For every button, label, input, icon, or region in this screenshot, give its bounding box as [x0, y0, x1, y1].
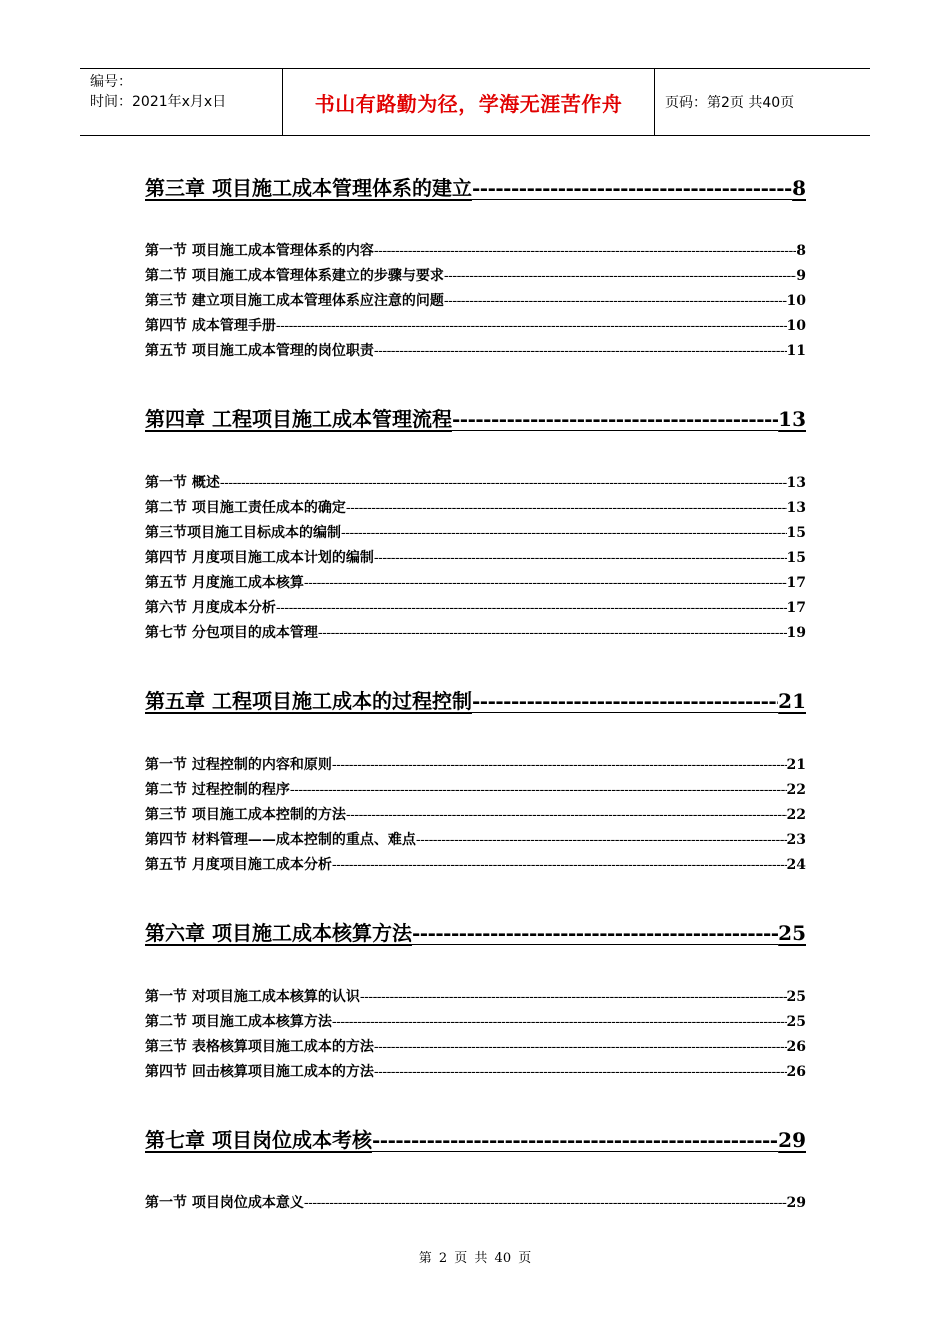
toc-entry-title: 第一节 项目施工成本管理体系的内容: [145, 243, 374, 259]
toc-leader-dashes: [372, 1128, 778, 1152]
toc-entry-page: 10: [786, 318, 806, 334]
toc-section-entry[interactable]: [145, 472, 806, 492]
toc-leader-dashes: [341, 525, 787, 541]
toc-entry-title: 第一节 对项目施工成本核算的认识: [145, 989, 360, 1005]
toc-entry-page: 10: [786, 293, 806, 309]
toc-leader-dashes: [472, 176, 792, 200]
toc-entry-title: 第五节 项目施工成本管理的岗位职责: [145, 343, 374, 359]
toc-chapter-entry[interactable]: [145, 685, 806, 714]
header-motto-cell: [282, 69, 655, 135]
toc-leader-dashes: [220, 475, 787, 491]
toc-entry-title: 第三节 项目施工成本控制的方法: [145, 807, 346, 823]
toc-section-entry[interactable]: [145, 1011, 806, 1031]
toc-entry-title: 第六章 项目施工成本核算方法: [145, 921, 412, 945]
toc-entry-title: 第一节 过程控制的内容和原则: [145, 757, 332, 773]
toc-leader-dashes: [444, 293, 787, 309]
toc-entry-title: 第七章 项目岗位成本考核: [145, 1128, 372, 1152]
toc-leader-dashes: [416, 832, 787, 848]
toc-section-entry[interactable]: [145, 622, 806, 642]
toc-section-entry[interactable]: [145, 572, 806, 592]
toc-section-entry[interactable]: [145, 986, 806, 1006]
toc-entry-title: 第四节 回击核算项目施工成本的方法: [145, 1064, 374, 1080]
toc-leader-dashes: [346, 500, 787, 516]
toc-entry-title: 第六节 月度成本分析: [145, 600, 276, 616]
toc-leader-dashes: [360, 989, 787, 1005]
toc-entry-page: 22: [786, 782, 806, 798]
toc-leader-dashes: [472, 689, 778, 713]
toc-entry-title: 第二节 项目施工责任成本的确定: [145, 500, 346, 516]
toc-leader-dashes: [412, 921, 778, 945]
toc-entry-title: 第三章 项目施工成本管理体系的建立: [145, 176, 472, 200]
toc-entry-page: 22: [786, 807, 806, 823]
page-header: [80, 68, 870, 136]
toc-entry-title: 第二节 项目施工成本核算方法: [145, 1014, 332, 1030]
toc-entry-page: 15: [786, 525, 806, 541]
toc-section-entry[interactable]: [145, 829, 806, 849]
header-page-info-cell: [655, 69, 870, 135]
toc-leader-dashes: [452, 407, 778, 431]
toc-leader-dashes: [374, 550, 787, 566]
toc-entry-title: 第七节 分包项目的成本管理: [145, 625, 318, 641]
toc-section-entry[interactable]: [145, 497, 806, 517]
toc-entry-page: 25: [786, 1014, 806, 1030]
toc-entry-page: 11: [786, 343, 806, 359]
toc-entry-page: 26: [786, 1064, 806, 1080]
toc-section-entry[interactable]: [145, 315, 806, 335]
toc-entry-page: 21: [778, 689, 806, 713]
toc-entry-page: 8: [792, 176, 806, 200]
toc-leader-dashes: [318, 625, 787, 641]
toc-entry-title: 第五章 工程项目施工成本的过程控制: [145, 689, 472, 713]
toc-section-entry[interactable]: [145, 804, 806, 824]
toc-leader-dashes: [332, 1014, 787, 1030]
toc-entry-title: 第三节 表格核算项目施工成本的方法: [145, 1039, 374, 1055]
toc-section-entry[interactable]: [145, 854, 806, 874]
toc-entry-page: 21: [786, 757, 806, 773]
toc-entry-page: 23: [786, 832, 806, 848]
toc-chapter-entry[interactable]: [145, 172, 806, 201]
toc-leader-dashes: [304, 1195, 787, 1211]
page-footer: 第 2 页 共 40 页: [418, 1251, 532, 1266]
toc-leader-dashes: [374, 243, 796, 259]
toc-entry-title: 第四章 工程项目施工成本管理流程: [145, 407, 452, 431]
toc-leader-dashes: [332, 857, 787, 873]
toc-section-entry[interactable]: [145, 522, 806, 542]
toc-leader-dashes: [276, 318, 787, 334]
toc-leader-dashes: [374, 1064, 787, 1080]
toc-entry-title: 第五节 月度项目施工成本分析: [145, 857, 332, 873]
toc-entry-title: 第二节 过程控制的程序: [145, 782, 290, 798]
toc-entry-title: 第四节 月度项目施工成本计划的编制: [145, 550, 374, 566]
toc-entry-page: 8: [796, 243, 806, 259]
toc-entry-page: 13: [786, 500, 806, 516]
toc-entry-page: 26: [786, 1039, 806, 1055]
toc-section-entry[interactable]: [145, 290, 806, 310]
toc-entry-title: 第四节 成本管理手册: [145, 318, 276, 334]
header-page-info: 页码：第2页 共40页: [665, 95, 795, 111]
toc-leader-dashes: [374, 1039, 787, 1055]
toc-entry-title: 第二节 项目施工成本管理体系建立的步骤与要求: [145, 268, 444, 284]
toc-leader-dashes: [304, 575, 787, 591]
header-meta: [80, 69, 282, 135]
toc-entry-page: 9: [796, 268, 806, 284]
toc-section-entry[interactable]: [145, 340, 806, 360]
toc-entry-page: 13: [778, 407, 806, 431]
toc-entry-title: 第三节项目施工目标成本的编制: [145, 525, 341, 541]
toc-leader-dashes: [290, 782, 787, 798]
toc-entry-page: 15: [786, 550, 806, 566]
toc-entry-page: 19: [786, 625, 806, 641]
toc-entry-page: 29: [778, 1128, 806, 1152]
header-motto: 书山有路勤为径，学海无涯苦作舟: [314, 91, 623, 116]
toc-chapter-entry[interactable]: [145, 403, 806, 432]
toc-section-entry[interactable]: [145, 1036, 806, 1056]
toc-section-entry[interactable]: [145, 1192, 806, 1212]
toc-leader-dashes: [276, 600, 787, 616]
toc-leader-dashes: [444, 268, 796, 284]
toc-section-entry[interactable]: [145, 779, 806, 799]
toc-entry-page: 25: [786, 989, 806, 1005]
toc-entry-page: 24: [786, 857, 806, 873]
toc-section-entry[interactable]: [145, 597, 806, 617]
toc-section-entry[interactable]: [145, 240, 806, 260]
toc-entry-page: 13: [786, 475, 806, 491]
toc-entry-page: 17: [786, 600, 806, 616]
toc-section-entry[interactable]: [145, 547, 806, 567]
toc-section-entry[interactable]: [145, 265, 806, 285]
toc-entry-title: 第五节 月度施工成本核算: [145, 575, 304, 591]
toc-chapter-entry[interactable]: [145, 1124, 806, 1153]
toc-entry-title: 第一节 概述: [145, 475, 220, 491]
toc-entry-page: 29: [786, 1195, 806, 1211]
toc-entry-title: 第四节 材料管理——成本控制的重点、难点: [145, 832, 416, 848]
toc-entry-page: 25: [778, 921, 806, 945]
code-label: 编号：: [90, 74, 132, 90]
toc-entry-title: 第三节 建立项目施工成本管理体系应注意的问题: [145, 293, 444, 309]
toc-section-entry[interactable]: [145, 1061, 806, 1081]
toc-section-entry[interactable]: [145, 754, 806, 774]
time-label: 时间：2021年x月x日: [90, 94, 227, 110]
toc-entry-title: 第一节 项目岗位成本意义: [145, 1195, 304, 1211]
toc-leader-dashes: [332, 757, 787, 773]
toc-leader-dashes: [374, 343, 787, 359]
toc-entry-page: 17: [786, 575, 806, 591]
toc-chapter-entry[interactable]: [145, 917, 806, 946]
toc-leader-dashes: [346, 807, 787, 823]
